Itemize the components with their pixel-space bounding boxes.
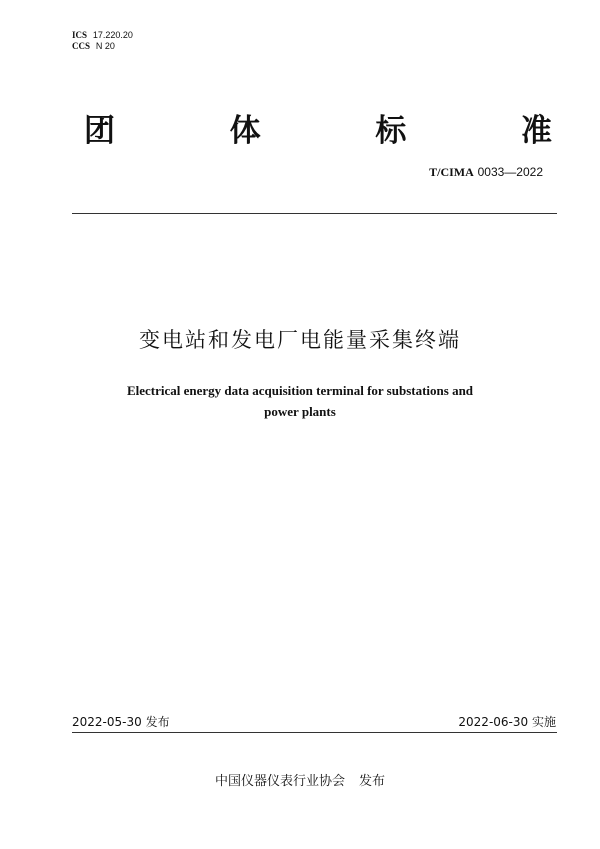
standard-type-char: 准 xyxy=(520,113,552,149)
publish-date xyxy=(72,714,170,730)
ics-code: 17.220.20 xyxy=(92,30,133,40)
standard-type-char: 标 xyxy=(375,113,407,149)
ics-label: ICS xyxy=(72,30,88,40)
implement-date-value: 2022-06-30 xyxy=(458,715,529,729)
ccs-classification xyxy=(72,41,115,53)
ccs-label: CCS xyxy=(72,41,91,51)
bottom-divider xyxy=(72,732,557,733)
implement-date-label: 实施 xyxy=(531,715,556,729)
document-title-english-line: Electrical energy data acquisition terminal for substations and xyxy=(126,383,474,398)
standard-type-heading xyxy=(84,110,552,152)
publish-date-label: 发布 xyxy=(145,715,170,729)
publisher-line xyxy=(0,773,600,791)
standard-code xyxy=(429,165,543,180)
document-title-english-line: power plants xyxy=(264,404,336,419)
implement-date xyxy=(458,714,556,730)
standard-code-prefix: T/CIMA xyxy=(429,165,474,179)
publisher-name: 中国仪器仪表行业协会 xyxy=(214,774,345,789)
document-title-chinese: 变电站和发电厂电能量采集终端 xyxy=(139,328,461,352)
ccs-code: N 20 xyxy=(95,41,115,51)
top-divider xyxy=(72,213,557,214)
document-title-english xyxy=(0,380,600,422)
standard-type-char: 团 xyxy=(84,113,115,149)
publisher-action: 发布 xyxy=(359,774,386,789)
standard-code-number: 0033—2022 xyxy=(477,165,543,179)
standard-type-char: 体 xyxy=(229,113,261,149)
publish-date-value: 2022-05-30 xyxy=(72,715,142,729)
